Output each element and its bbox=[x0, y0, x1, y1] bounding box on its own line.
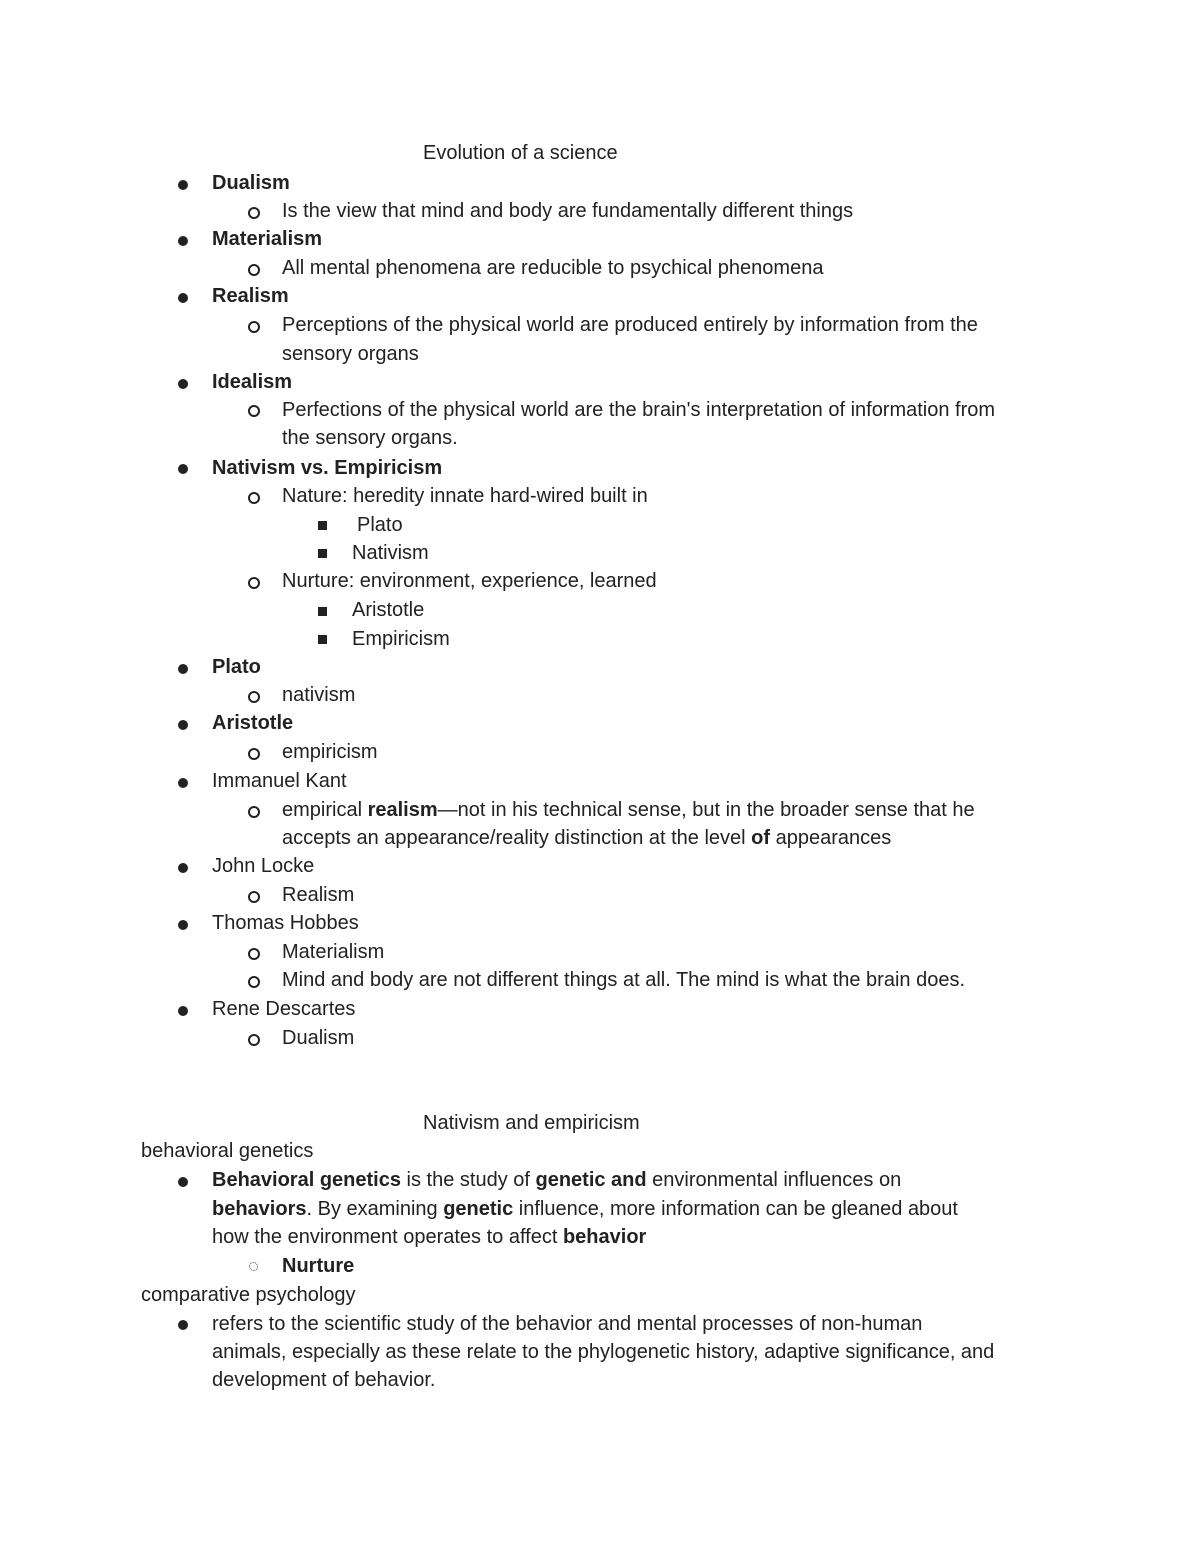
cp-line3: development of behavior. bbox=[212, 1369, 436, 1391]
sub-bullet-icon bbox=[248, 976, 260, 988]
def-dualism: Is the view that mind and body are fundamentally different things bbox=[282, 200, 854, 222]
sub-bullet-icon bbox=[248, 321, 260, 333]
def-kant-line1: empirical realism—not in his technical sense, but in the broader sense that he bbox=[282, 799, 975, 821]
bullet-icon bbox=[178, 464, 188, 474]
term-dualism: Dualism bbox=[212, 172, 290, 194]
sub-bullet-icon bbox=[249, 1262, 258, 1271]
bullet-icon bbox=[178, 293, 188, 303]
sub-bullet-icon bbox=[248, 1034, 260, 1046]
term-plato: Plato bbox=[212, 656, 261, 678]
name-descartes: Rene Descartes bbox=[212, 998, 356, 1020]
bullet-icon bbox=[178, 1006, 188, 1016]
square-bullet-icon bbox=[318, 607, 327, 616]
term-materialism: Materialism bbox=[212, 228, 323, 250]
bullet-icon bbox=[178, 379, 188, 389]
def-aristotle: empiricism bbox=[282, 741, 378, 763]
def-descartes: Dualism bbox=[282, 1027, 355, 1049]
nature-item-plato: Plato bbox=[357, 514, 403, 536]
sub-bullet-icon bbox=[248, 405, 260, 417]
term-aristotle: Aristotle bbox=[212, 712, 294, 734]
bullet-icon bbox=[178, 720, 188, 730]
bullet-icon bbox=[178, 1320, 188, 1330]
heading-behavioral-genetics: behavioral genetics bbox=[141, 1140, 314, 1162]
heading-comparative-psychology: comparative psychology bbox=[141, 1284, 356, 1306]
sub-bullet-icon bbox=[248, 948, 260, 960]
bg-nurture: Nurture bbox=[282, 1255, 355, 1277]
def-plato: nativism bbox=[282, 684, 356, 706]
def-kant-line2: accepts an appearance/reality distinction at the level of appearances bbox=[282, 827, 892, 849]
def-realism-line2: sensory organs bbox=[282, 343, 419, 365]
def-idealism-line2: the sensory organs. bbox=[282, 427, 458, 449]
bullet-icon bbox=[178, 863, 188, 873]
bg-line3: how the environment operates to affect behavior bbox=[212, 1226, 647, 1248]
bullet-icon bbox=[178, 664, 188, 674]
def-materialism: All mental phenomena are reducible to psychical phenomena bbox=[282, 257, 824, 279]
nurture-item-empiricism: Empiricism bbox=[352, 628, 450, 650]
term-idealism: Idealism bbox=[212, 371, 293, 393]
sub-bullet-icon bbox=[248, 748, 260, 760]
name-locke: John Locke bbox=[212, 855, 315, 877]
sub-bullet-icon bbox=[248, 264, 260, 276]
bullet-icon bbox=[178, 1177, 188, 1187]
bullet-icon bbox=[178, 180, 188, 190]
name-kant: Immanuel Kant bbox=[212, 770, 347, 792]
sub-bullet-icon bbox=[248, 577, 260, 589]
square-bullet-icon bbox=[318, 635, 327, 644]
def-hobbes-2: Mind and body are not different things at all. The mind is what the brain does. bbox=[282, 969, 966, 991]
sub-bullet-icon bbox=[248, 492, 260, 504]
section-title-evolution: Evolution of a science bbox=[423, 142, 618, 164]
sub-bullet-icon bbox=[248, 207, 260, 219]
term-nativism-vs-empiricism: Nativism vs. Empiricism bbox=[212, 457, 443, 479]
bg-line1: Behavioral genetics is the study of genetic and environmental influences on bbox=[212, 1169, 902, 1191]
name-hobbes: Thomas Hobbes bbox=[212, 912, 359, 934]
nurture-item-aristotle: Aristotle bbox=[352, 599, 425, 621]
sub-bullet-icon bbox=[248, 691, 260, 703]
sub-bullet-icon bbox=[248, 891, 260, 903]
term-realism: Realism bbox=[212, 285, 289, 307]
bullet-icon bbox=[178, 920, 188, 930]
nature-line: Nature: heredity innate hard-wired built in bbox=[282, 485, 648, 507]
square-bullet-icon bbox=[318, 549, 327, 558]
square-bullet-icon bbox=[318, 521, 327, 530]
nurture-line: Nurture: environment, experience, learned bbox=[282, 570, 657, 592]
def-idealism-line1: Perfections of the physical world are the brain's interpretation of information from bbox=[282, 399, 996, 421]
bg-line2: behaviors. By examining genetic influence, more information can be gleaned about bbox=[212, 1198, 958, 1220]
sub-bullet-icon bbox=[248, 806, 260, 818]
def-locke: Realism bbox=[282, 884, 355, 906]
def-realism-line1: Perceptions of the physical world are produced entirely by information from the bbox=[282, 314, 978, 336]
def-hobbes-1: Materialism bbox=[282, 941, 385, 963]
cp-line2: animals, especially as these relate to the phylogenetic history, adaptive significance, and bbox=[212, 1341, 995, 1363]
nature-item-nativism: Nativism bbox=[352, 542, 429, 564]
bullet-icon bbox=[178, 236, 188, 246]
bullet-icon bbox=[178, 778, 188, 788]
section-title-nativism: Nativism and empiricism bbox=[423, 1112, 640, 1134]
cp-line1: refers to the scientific study of the behavior and mental processes of non-human bbox=[212, 1313, 923, 1335]
